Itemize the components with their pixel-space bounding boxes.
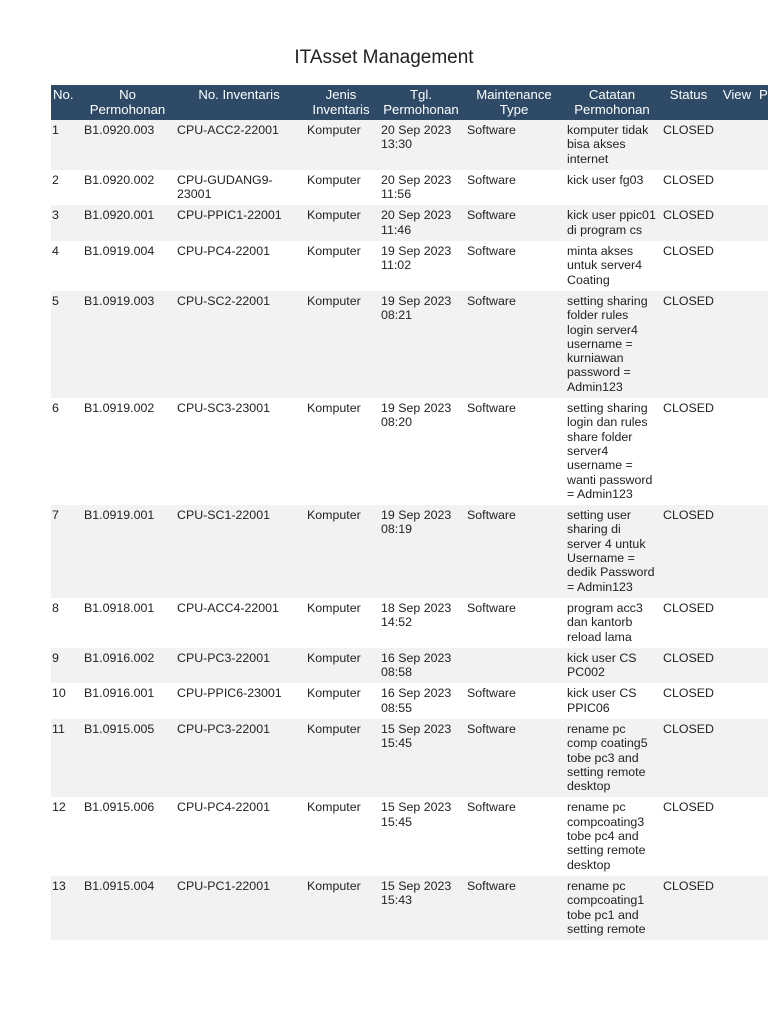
cell-catatan-permohonan: kick user CS PC002	[564, 648, 660, 684]
cell-tgl-permohonan: 20 Sep 2023 11:56	[378, 170, 464, 206]
cell-tgl-permohonan: 16 Sep 2023 08:58	[378, 648, 464, 684]
cell-p	[757, 797, 768, 875]
header-tgl-permohonan: Tgl. Permohonan	[378, 85, 464, 120]
table-row	[51, 797, 768, 875]
cell-no-inventaris: CPU-SC1-22001	[174, 505, 304, 598]
table-row	[51, 398, 768, 505]
cell-no: 12	[51, 797, 81, 875]
cell-p	[757, 719, 768, 797]
cell-catatan-permohonan: kick user ppic01 di program cs	[564, 205, 660, 241]
cell-status: CLOSED	[660, 797, 717, 875]
cell-no-permohonan: B1.0919.001	[81, 505, 174, 598]
cell-no-inventaris: CPU-PPIC1-22001	[174, 205, 304, 241]
cell-no: 9	[51, 648, 81, 684]
cell-p	[757, 170, 768, 206]
cell-status: CLOSED	[660, 398, 717, 505]
cell-p	[757, 648, 768, 684]
cell-no-permohonan: B1.0916.002	[81, 648, 174, 684]
cell-no: 10	[51, 683, 81, 719]
header-jenis-inventaris: Jenis Inventaris	[304, 85, 378, 120]
cell-maintenance-type: Software	[464, 398, 564, 505]
cell-status: CLOSED	[660, 876, 717, 940]
header-no-permohonan: No Permohonan	[81, 85, 174, 120]
cell-no-permohonan: B1.0919.004	[81, 241, 174, 291]
table-row	[51, 598, 768, 648]
cell-status: CLOSED	[660, 505, 717, 598]
cell-view	[717, 719, 757, 797]
cell-view	[717, 505, 757, 598]
table-row	[51, 505, 768, 598]
cell-jenis-inventaris: Komputer	[304, 398, 378, 505]
cell-view	[717, 876, 757, 940]
cell-no: 8	[51, 598, 81, 648]
table-row	[51, 205, 768, 241]
cell-tgl-permohonan: 19 Sep 2023 08:21	[378, 291, 464, 398]
cell-jenis-inventaris: Komputer	[304, 505, 378, 598]
cell-no-inventaris: CPU-PPIC6-23001	[174, 683, 304, 719]
cell-p	[757, 876, 768, 940]
cell-no-inventaris: CPU-ACC4-22001	[174, 598, 304, 648]
cell-status: CLOSED	[660, 170, 717, 206]
cell-no-inventaris: CPU-PC3-22001	[174, 648, 304, 684]
cell-status: CLOSED	[660, 205, 717, 241]
cell-jenis-inventaris: Komputer	[304, 120, 378, 170]
cell-catatan-permohonan: rename pc comp coating5 tobe pc3 and setting remote desktop	[564, 719, 660, 797]
cell-catatan-permohonan: kick user fg03	[564, 170, 660, 206]
cell-view	[717, 797, 757, 875]
cell-tgl-permohonan: 19 Sep 2023 08:20	[378, 398, 464, 505]
asset-table	[51, 85, 768, 940]
cell-jenis-inventaris: Komputer	[304, 598, 378, 648]
cell-status: CLOSED	[660, 598, 717, 648]
cell-tgl-permohonan: 20 Sep 2023 11:46	[378, 205, 464, 241]
cell-catatan-permohonan: rename pc compcoating1 tobe pc1 and setting remote	[564, 876, 660, 940]
cell-catatan-permohonan: setting user sharing di server 4 untuk Username = dedik Password = Admin123	[564, 505, 660, 598]
cell-maintenance-type: Software	[464, 291, 564, 398]
cell-status: CLOSED	[660, 291, 717, 398]
table-header-row	[51, 85, 768, 120]
header-p: P	[757, 85, 768, 120]
cell-tgl-permohonan: 18 Sep 2023 14:52	[378, 598, 464, 648]
cell-maintenance-type: Software	[464, 797, 564, 875]
cell-no-inventaris: CPU-ACC2-22001	[174, 120, 304, 170]
cell-no: 4	[51, 241, 81, 291]
cell-catatan-permohonan: setting sharing folder rules login server4 username = kurniawan password = Admin123	[564, 291, 660, 398]
cell-no-permohonan: B1.0920.001	[81, 205, 174, 241]
cell-no-inventaris: CPU-PC3-22001	[174, 719, 304, 797]
cell-jenis-inventaris: Komputer	[304, 648, 378, 684]
cell-p	[757, 291, 768, 398]
cell-jenis-inventaris: Komputer	[304, 876, 378, 940]
cell-maintenance-type: Software	[464, 170, 564, 206]
cell-tgl-permohonan: 20 Sep 2023 13:30	[378, 120, 464, 170]
cell-p	[757, 398, 768, 505]
cell-view	[717, 120, 757, 170]
cell-catatan-permohonan: minta akses untuk server4 Coating	[564, 241, 660, 291]
cell-p	[757, 205, 768, 241]
cell-no-inventaris: CPU-SC2-22001	[174, 291, 304, 398]
cell-jenis-inventaris: Komputer	[304, 797, 378, 875]
cell-no-permohonan: B1.0919.002	[81, 398, 174, 505]
header-view: View	[717, 85, 757, 120]
cell-jenis-inventaris: Komputer	[304, 291, 378, 398]
cell-view	[717, 648, 757, 684]
cell-no-inventaris: CPU-GUDANG9-23001	[174, 170, 304, 206]
cell-catatan-permohonan: kick user CS PPIC06	[564, 683, 660, 719]
cell-no: 11	[51, 719, 81, 797]
header-maintenance-type: Maintenance Type	[464, 85, 564, 120]
table-row	[51, 241, 768, 291]
cell-no-permohonan: B1.0919.003	[81, 291, 174, 398]
cell-p	[757, 241, 768, 291]
cell-catatan-permohonan: komputer tidak bisa akses internet	[564, 120, 660, 170]
cell-maintenance-type: Software	[464, 719, 564, 797]
cell-tgl-permohonan: 15 Sep 2023 15:45	[378, 797, 464, 875]
cell-p	[757, 683, 768, 719]
cell-no-permohonan: B1.0915.006	[81, 797, 174, 875]
header-no-inventaris: No. Inventaris	[174, 85, 304, 120]
cell-no-inventaris: CPU-PC1-22001	[174, 876, 304, 940]
cell-jenis-inventaris: Komputer	[304, 170, 378, 206]
table-row	[51, 876, 768, 940]
cell-tgl-permohonan: 15 Sep 2023 15:43	[378, 876, 464, 940]
cell-jenis-inventaris: Komputer	[304, 719, 378, 797]
cell-maintenance-type: Software	[464, 683, 564, 719]
cell-no: 2	[51, 170, 81, 206]
cell-jenis-inventaris: Komputer	[304, 683, 378, 719]
cell-no: 1	[51, 120, 81, 170]
cell-jenis-inventaris: Komputer	[304, 205, 378, 241]
table-row	[51, 170, 768, 206]
cell-maintenance-type: Software	[464, 876, 564, 940]
cell-catatan-permohonan: program acc3 dan kantorb reload lama	[564, 598, 660, 648]
cell-no: 6	[51, 398, 81, 505]
cell-view	[717, 205, 757, 241]
header-no: No.	[51, 85, 81, 120]
cell-status: CLOSED	[660, 719, 717, 797]
cell-no-inventaris: CPU-SC3-23001	[174, 398, 304, 505]
cell-view	[717, 241, 757, 291]
cell-tgl-permohonan: 19 Sep 2023 08:19	[378, 505, 464, 598]
cell-no-inventaris: CPU-PC4-22001	[174, 241, 304, 291]
table-row	[51, 683, 768, 719]
cell-no-permohonan: B1.0920.003	[81, 120, 174, 170]
cell-maintenance-type: Software	[464, 241, 564, 291]
cell-tgl-permohonan: 15 Sep 2023 15:45	[378, 719, 464, 797]
cell-status: CLOSED	[660, 241, 717, 291]
cell-p	[757, 120, 768, 170]
cell-catatan-permohonan: rename pc compcoating3 tobe pc4 and setting remote desktop	[564, 797, 660, 875]
cell-maintenance-type: Software	[464, 505, 564, 598]
cell-no-permohonan: B1.0915.004	[81, 876, 174, 940]
table-row	[51, 648, 768, 684]
cell-no: 5	[51, 291, 81, 398]
cell-maintenance-type: Software	[464, 205, 564, 241]
cell-no: 3	[51, 205, 81, 241]
cell-no-permohonan: B1.0915.005	[81, 719, 174, 797]
cell-status: CLOSED	[660, 683, 717, 719]
cell-tgl-permohonan: 19 Sep 2023 11:02	[378, 241, 464, 291]
header-status: Status	[660, 85, 717, 120]
cell-maintenance-type: Software	[464, 120, 564, 170]
cell-catatan-permohonan: setting sharing login dan rules share folder server4 username = wanti password = Admin123	[564, 398, 660, 505]
cell-status: CLOSED	[660, 120, 717, 170]
cell-no-inventaris: CPU-PC4-22001	[174, 797, 304, 875]
cell-p	[757, 505, 768, 598]
cell-p	[757, 598, 768, 648]
cell-no-permohonan: B1.0918.001	[81, 598, 174, 648]
header-catatan-permohonan: Catatan Permohonan	[564, 85, 660, 120]
table-row	[51, 719, 768, 797]
cell-status: CLOSED	[660, 648, 717, 684]
cell-no-permohonan: B1.0916.001	[81, 683, 174, 719]
cell-no-permohonan: B1.0920.002	[81, 170, 174, 206]
cell-maintenance-type: Software	[464, 598, 564, 648]
cell-view	[717, 598, 757, 648]
page-title: ITAsset Management	[294, 47, 474, 68]
table-row	[51, 120, 768, 170]
cell-maintenance-type	[464, 648, 564, 684]
cell-no: 7	[51, 505, 81, 598]
cell-no: 13	[51, 876, 81, 940]
cell-view	[717, 170, 757, 206]
cell-view	[717, 291, 757, 398]
cell-jenis-inventaris: Komputer	[304, 241, 378, 291]
cell-tgl-permohonan: 16 Sep 2023 08:55	[378, 683, 464, 719]
cell-view	[717, 683, 757, 719]
cell-view	[717, 398, 757, 505]
table-row	[51, 291, 768, 398]
